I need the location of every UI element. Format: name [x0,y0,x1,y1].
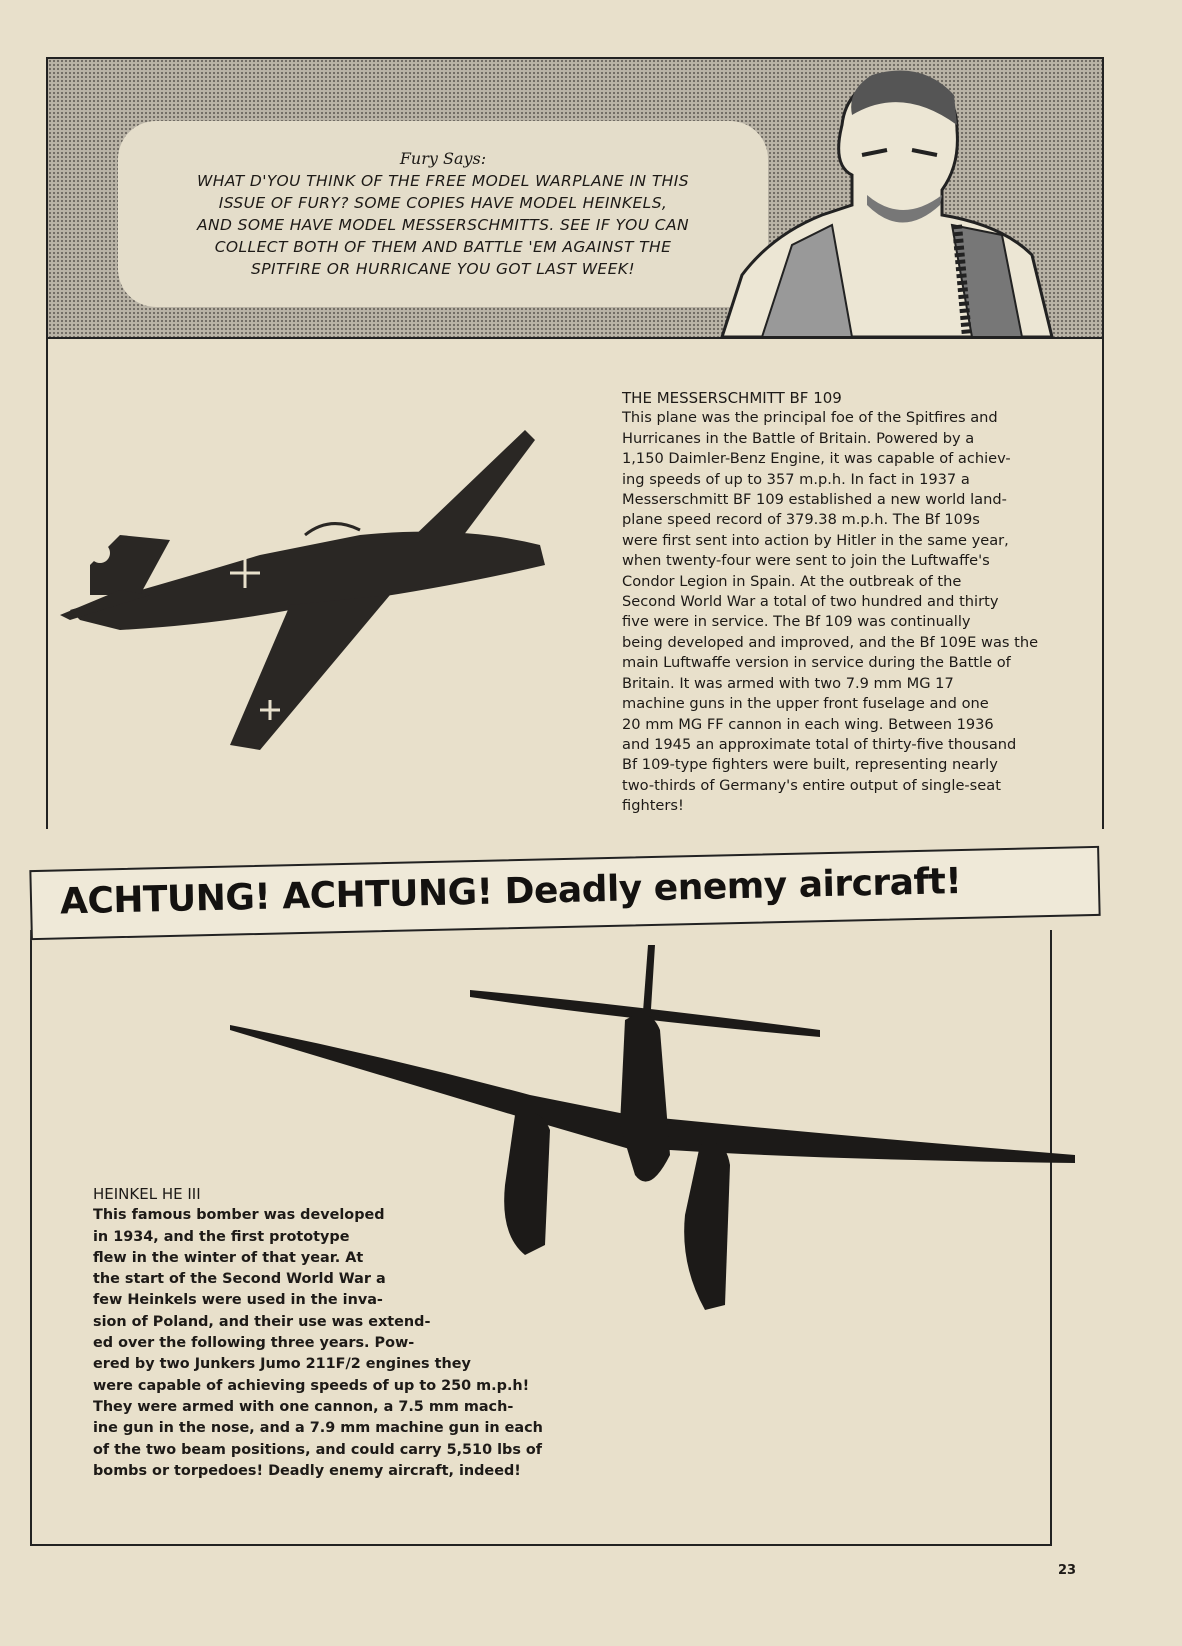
messerschmitt-photo [60,425,560,755]
article-line: machine guns in the upper front fuselage and one [622,695,989,713]
article-line: Second World War a total of two hundred and thirty [622,593,999,611]
article-line: Condor Legion in Spain. At the outbreak of the [622,572,962,590]
banner-headline: ACHTUNG! ACHTUNG! Deadly enemy aircraft! [59,861,962,923]
article-line: and 1945 an approximate total of thirty-five thousand [622,735,1017,753]
article-line: sion of Poland, and their use was extend- [93,1313,431,1330]
speech-line: SPITFIRE OR HURRICANE YOU GOT LAST WEEK! [251,260,635,278]
fury-says-panel [46,57,1104,339]
article-line: main Luftwaffe version in service during the Battle of [622,654,1011,672]
article-line: 1,150 Daimler-Benz Engine, it was capable of achiev- [622,450,1011,468]
article-line: being developed and improved, and the Bf 109E was the [622,633,1039,651]
article-line: when twenty-four were sent to join the Luftwaffe's [622,552,990,570]
article-line: ered by two Junkers Jumo 211F/2 engines they [93,1356,471,1373]
article-line: Britain. It was armed with two 7.9 mm MG 17 [622,674,954,692]
article-line: They were armed with one cannon, a 7.5 mm mach- [93,1398,514,1415]
article-line: ed over the following three years. Pow- [93,1335,415,1352]
speaker-label: Fury Says: [399,149,487,168]
article-line: in 1934, and the first prototype [93,1228,350,1245]
article-line: Bf 109-type fighters were built, representing nearly [622,756,998,774]
article-line: five were in service. The Bf 109 was continually [622,613,971,631]
article-line: 20 mm MG FF cannon in each wing. Between 1936 [622,715,994,733]
article-line: bombs or torpedoes! Deadly enemy aircraft, indeed! [93,1462,521,1479]
speech-text [118,170,768,280]
speech-line: ISSUE OF FURY? SOME COPIES HAVE MODEL HEINKELS, [218,194,668,212]
article-line: Hurricanes in the Battle of Britain. Powered by a [622,429,975,447]
article-line: the start of the Second World War a [93,1271,386,1288]
article-line: fighters! [622,797,684,815]
article-line: few Heinkels were used in the inva- [93,1292,383,1309]
article-line: flew in the winter of that year. At [93,1249,364,1266]
article-title: HEINKEL HE III [93,1185,201,1203]
speech-line: AND SOME HAVE MODEL MESSERSCHMITTS. SEE IF YOU CAN [196,216,690,234]
article-line: were capable of achieving speeds of up to 250 m.p.h! [93,1377,530,1394]
article-line: plane speed record of 379.38 m.p.h. The Bf 109s [622,511,980,529]
article-line: This famous bomber was developed [93,1207,385,1224]
page-number: 23 [1058,1563,1077,1578]
article-line: two-thirds of Germany's entire output of single-seat [622,776,1001,794]
article-line: ine gun in the nose, and a 7.9 mm machine gun in each [93,1420,543,1437]
article-line: This plane was the principal foe of the Spitfires and [622,409,998,427]
fury-character-illustration [702,57,1062,337]
messerschmitt-article [622,388,1092,817]
article-line: of the two beam positions, and could carry 5,510 lbs of [93,1441,543,1458]
article-line: Messerschmitt BF 109 established a new world land- [622,491,1007,509]
article-line: ing speeds of up to 357 m.p.h. In fact in 1937 a [622,470,970,488]
speech-bubble [118,121,768,307]
article-title: THE MESSERSCHMITT BF 109 [622,389,842,407]
speech-line: WHAT D'YOU THINK OF THE FREE MODEL WARPLANE IN THIS [197,172,689,190]
article-line: were first sent into action by Hitler in the same year, [622,531,1009,549]
speech-line: COLLECT BOTH OF THEM AND BATTLE 'EM AGAINST THE [214,238,672,256]
heinkel-article [93,1184,553,1482]
achtung-banner [29,846,1100,940]
